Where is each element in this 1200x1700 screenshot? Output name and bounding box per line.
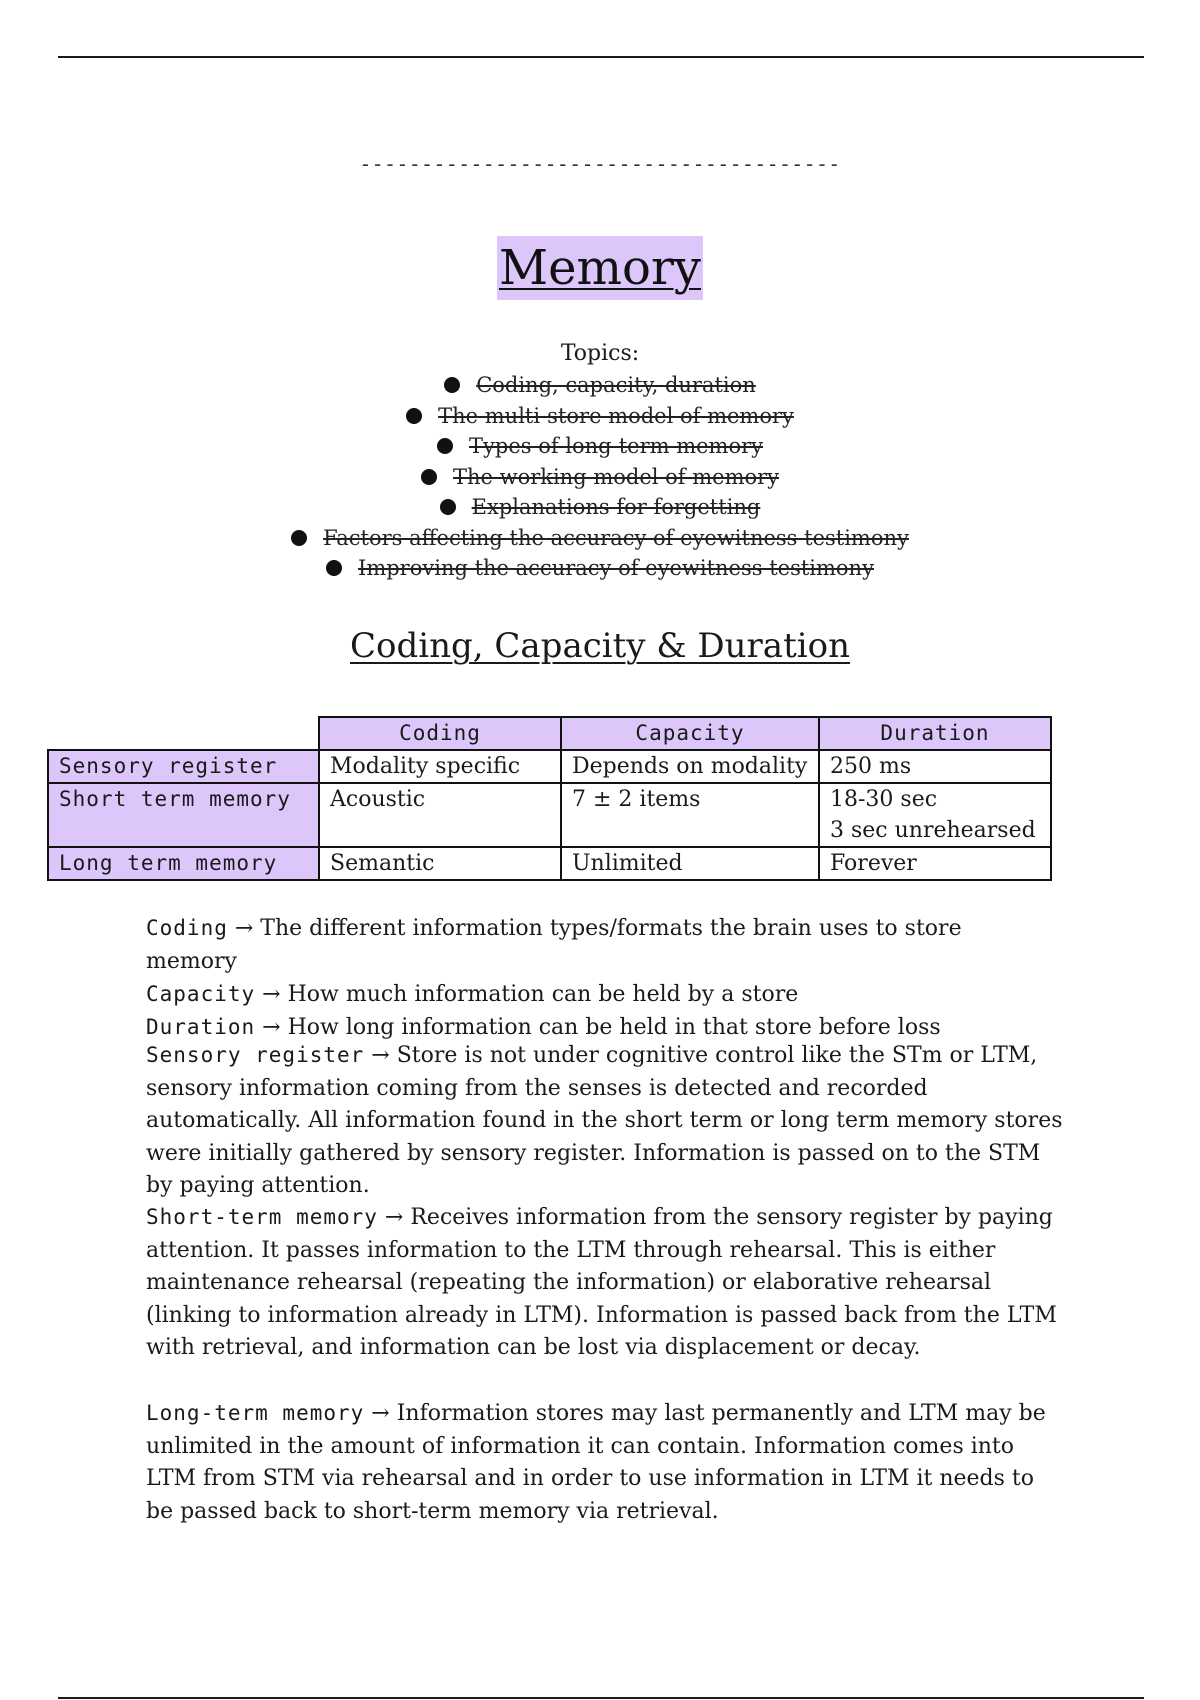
definition-line bbox=[146, 978, 1056, 1011]
title-wrapper bbox=[0, 236, 1200, 300]
definition-line bbox=[146, 912, 1056, 978]
paragraph-term: Sensory register bbox=[146, 1043, 365, 1067]
row-header: Short term memory bbox=[48, 783, 319, 847]
column-header: Capacity bbox=[561, 717, 819, 750]
section-title: Coding, Capacity & Duration bbox=[350, 626, 850, 666]
duration-line: 3 sec unrehearsed bbox=[830, 818, 1036, 843]
row-header: Sensory register bbox=[48, 750, 319, 783]
table-cell: Semantic bbox=[319, 847, 561, 880]
bottom-rule bbox=[58, 1697, 1144, 1699]
topic-item: The multi-store model of memory bbox=[0, 401, 1200, 432]
table-cell: Depends on modality bbox=[561, 750, 819, 783]
table-cell: 250 ms bbox=[819, 750, 1051, 783]
row-header: Long term memory bbox=[48, 847, 319, 880]
duration-line: 18-30 sec bbox=[830, 787, 938, 812]
topic-item: Factors affecting the accuracy of eyewitness testimony bbox=[0, 523, 1200, 554]
top-rule bbox=[58, 56, 1144, 58]
paragraph-term: Long-term memory bbox=[146, 1401, 365, 1425]
bullet-icon bbox=[291, 530, 307, 546]
paragraph-short-term-memory bbox=[146, 1201, 1066, 1365]
bullet-icon bbox=[326, 560, 342, 576]
table-cell bbox=[819, 783, 1051, 847]
definition-term: Coding bbox=[146, 916, 228, 940]
definition-term: Duration bbox=[146, 1015, 256, 1039]
comparison-table bbox=[47, 716, 1052, 881]
definition-text: → How much information can be held by a store bbox=[255, 982, 799, 1007]
table-row bbox=[48, 783, 1051, 847]
column-header: Coding bbox=[319, 717, 561, 750]
page-title: Memory bbox=[497, 236, 703, 300]
bullet-icon bbox=[437, 438, 453, 454]
paragraph-text: → Information stores may last permanently and LTM may be unlimited in the amount of information it can contain. Information comes into LTM from STM via rehearsal and in order to use information in LTM it needs to be passed back to short-term memory via retrieval. bbox=[146, 1401, 1046, 1524]
paragraph-term: Short-term memory bbox=[146, 1205, 378, 1229]
definition-term: Capacity bbox=[146, 982, 256, 1006]
bullet-icon bbox=[421, 469, 437, 485]
table-row bbox=[48, 750, 1051, 783]
topic-item: Coding, capacity, duration bbox=[0, 370, 1200, 401]
paragraph-sensory-register bbox=[146, 1039, 1066, 1203]
table-corner bbox=[48, 717, 319, 750]
topic-item: Explanations for forgetting bbox=[0, 492, 1200, 523]
dashed-separator: --------------------------------------- bbox=[359, 152, 841, 176]
table-cell: 7 ± 2 items bbox=[561, 783, 819, 847]
topics-label: Topics: bbox=[560, 341, 640, 366]
bullet-icon bbox=[440, 499, 456, 515]
column-header: Duration bbox=[819, 717, 1051, 750]
paragraph-text: → Store is not under cognitive control like the STm or LTM, sensory information coming from the senses is detected and recorded automatically. All information found in the short term or long term memory stores were initially gathered by sensory register. Information is passed on to the STM by paying attention. bbox=[146, 1043, 1063, 1198]
definitions bbox=[146, 912, 1056, 1044]
table-cell: Acoustic bbox=[319, 783, 561, 847]
topics-list bbox=[0, 370, 1200, 584]
table-cell: Modality specific bbox=[319, 750, 561, 783]
bullet-icon bbox=[444, 377, 460, 393]
definition-text: → How long information can be held in that store before loss bbox=[255, 1015, 941, 1040]
topic-item: Improving the accuracy of eyewitness testimony bbox=[0, 553, 1200, 584]
topic-item: Types of long-term memory bbox=[0, 431, 1200, 462]
table-cell: Unlimited bbox=[561, 847, 819, 880]
definition-text: → The different information types/formats the brain uses to store memory bbox=[146, 916, 962, 974]
paragraph-text: → Receives information from the sensory register by paying attention. It passes information to the LTM through rehearsal. This is either maintenance rehearsal (repeating the information) or elaborative rehearsal (linking to information already in LTM). Information is passed back from the LTM with retrieval, and information can be lost via displacement or decay. bbox=[146, 1205, 1057, 1360]
table-cell: Forever bbox=[819, 847, 1051, 880]
paragraph-long-term-memory bbox=[146, 1397, 1066, 1528]
table-row bbox=[48, 847, 1051, 880]
topic-item: The working model of memory bbox=[0, 462, 1200, 493]
bullet-icon bbox=[406, 408, 422, 424]
table-header-row bbox=[48, 717, 1051, 750]
